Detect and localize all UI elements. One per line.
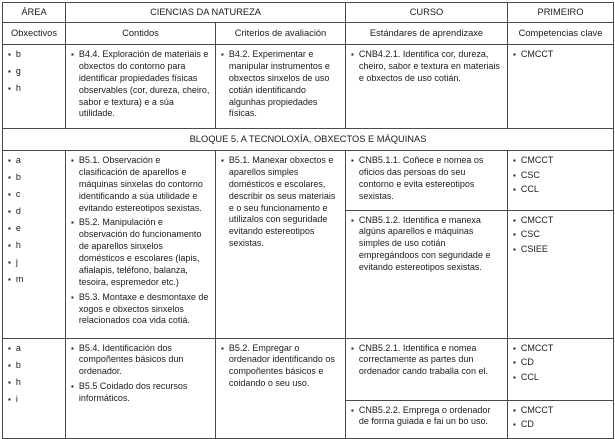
contents-cell [66, 151, 216, 339]
list-item-text: e [15, 223, 21, 233]
list-item-text: B5.2. Empregar o ordenador identificando os compoñentes básicos e coidando o seu uso. [228, 342, 335, 389]
bullet-icon: ▪ [8, 67, 11, 76]
list-item-text: h [15, 240, 21, 250]
header-course: CURSO [346, 3, 508, 23]
list-item [513, 419, 608, 431]
list-item [513, 244, 608, 256]
objectives-cell [3, 45, 66, 129]
list-item [221, 155, 340, 250]
list-item [513, 372, 608, 384]
list-item [71, 292, 210, 328]
list-item [8, 155, 60, 167]
criteria-cell [216, 338, 346, 438]
header-contents: Contidos [66, 23, 216, 45]
bullet-icon: ▪ [71, 343, 74, 353]
list-item [513, 405, 608, 417]
bullet-icon: ▪ [8, 343, 11, 353]
bullet-icon: ▪ [221, 50, 224, 59]
list-item-text: CCL [520, 371, 539, 382]
list-item [8, 360, 60, 372]
contents-cell [66, 338, 216, 438]
header-area: ÁREA [3, 3, 66, 23]
standard-text: CNB5.2.2. Emprega o ordenador de forma guiada e fai un bo uso. [358, 404, 491, 427]
list-item-text: CMCCT [520, 342, 554, 353]
bullet-icon: ▪ [71, 382, 74, 392]
list-item-text: B5.5 Coidado dos recursos informáticos. [78, 381, 188, 403]
list-item-text: B5.2. Manipulación e observación do funcionamento de aparellos sinxelos domésticos e escolares (lapis, afialapis, teléfono, balanza, tesoira, espremedor etc.) [78, 217, 202, 287]
list-item-text: b [15, 172, 21, 182]
list-item [71, 381, 210, 405]
bullet-icon: ▪ [8, 224, 11, 233]
bullet-icon: ▪ [351, 405, 354, 415]
list-item-text: B4.2. Experimentar e manipular instrumentos e obxectos sinxelos de uso cotián identificando algunhas propiedades físicas. [228, 49, 330, 119]
bullet-icon: ▪ [8, 275, 11, 284]
section-row [3, 338, 614, 400]
list-item-text: a [15, 342, 21, 353]
bullet-icon: ▪ [513, 420, 516, 429]
block-row [3, 129, 614, 151]
competences-cell [508, 151, 614, 211]
bullet-icon: ▪ [8, 156, 11, 165]
list-item [71, 343, 210, 379]
bullet-icon: ▪ [71, 218, 74, 228]
standards-cell [346, 400, 508, 438]
header-subject: CIENCIAS DA NATUREZA [66, 3, 346, 23]
list-item-text: B5.1. Manexar obxectos e aparellos simples domésticos e escolares, describir os seus materiais e o seu funcionamento e utilizalos con seguridade evitando estereotipos sexistas. [228, 155, 336, 249]
list-item [8, 377, 60, 389]
bullet-icon: ▪ [513, 230, 516, 239]
curriculum-table [2, 2, 614, 439]
list-item [71, 155, 210, 214]
list-item [8, 206, 60, 218]
list-item-text: g [15, 66, 21, 76]
bullet-icon: ▪ [351, 215, 354, 225]
list-item [513, 170, 608, 182]
list-item-text: CMCCT [520, 214, 554, 225]
list-item [513, 229, 608, 241]
list-item [513, 215, 608, 227]
competences-cell [508, 45, 614, 129]
objectives-cell [3, 338, 66, 438]
list-item-text: c [15, 189, 21, 199]
bullet-icon: ▪ [513, 156, 516, 165]
objectives-cell [3, 151, 66, 339]
standard-text: CNB4.2.1. Identifica cor, dureza, cheiro, sabor e textura en materiais e obxectos de uso cotián. [358, 49, 500, 83]
list-item-text: B5.1. Observación e clasificación de aparellos e máquinas sinxelas do contorno identificando a súa utilidade e evitando estereotipos sexistas. [78, 155, 203, 213]
bullet-icon: ▪ [71, 50, 74, 59]
list-item-text: b [15, 359, 21, 370]
bullet-icon: ▪ [221, 156, 224, 165]
list-item [351, 405, 502, 429]
list-item-text: d [15, 206, 21, 216]
competences-cell [508, 400, 614, 438]
list-item [513, 49, 608, 61]
list-item [221, 343, 340, 391]
list-item [513, 184, 608, 196]
list-item [8, 66, 60, 78]
list-item [351, 215, 502, 274]
list-item-text: i [15, 393, 18, 404]
bullet-icon: ▪ [513, 358, 516, 367]
list-item [8, 172, 60, 184]
list-item [8, 223, 60, 235]
list-item-text: CCL [520, 184, 539, 194]
list-item [351, 155, 502, 203]
list-item-text: B5.4. Identificación dos compoñentes básicos dun ordenador. [78, 342, 184, 377]
bullet-icon: ▪ [8, 50, 11, 59]
list-item-text: CD [520, 419, 534, 429]
bullet-icon: ▪ [351, 343, 354, 353]
list-item [8, 394, 60, 406]
bullet-icon: ▪ [8, 377, 11, 387]
list-item-text: CMCCT [520, 155, 554, 165]
bullet-icon: ▪ [513, 215, 516, 225]
standards-cell [346, 151, 508, 211]
list-item-text: CD [520, 357, 534, 367]
list-item [8, 240, 60, 252]
list-item [513, 357, 608, 369]
bullet-icon: ▪ [8, 84, 11, 93]
header-objectives: Obxectivos [3, 23, 66, 45]
bullet-icon: ▪ [8, 394, 11, 404]
header-competences: Competencias clave [508, 23, 614, 45]
bullet-icon: ▪ [513, 372, 516, 382]
standard-text: CNB5.1.1. Coñece e nomea os oficios das persoas do seu contorno e evita estereotipos sexistas. [358, 155, 484, 201]
list-item-text: h [15, 83, 21, 93]
header-standards: Estándares de aprendizaxe [346, 23, 508, 45]
standard-text: CNB5.1.2. Identifica e manexa algúns aparellos e máquinas simples de uso cotián empregándoos con seguridade e evitando estereotipos sexistas. [358, 214, 491, 272]
bullet-icon: ▪ [513, 50, 516, 59]
contents-cell [66, 45, 216, 129]
list-item-text: a [15, 155, 21, 165]
standard-text: CNB5.2.1. Identifica e nomea correctamente as partes dun ordenador cando traballa con el. [358, 342, 488, 377]
bullet-icon: ▪ [8, 190, 11, 199]
list-item-text: m [15, 274, 24, 284]
competences-cell [508, 338, 614, 400]
list-item [513, 343, 608, 355]
bullet-icon: ▪ [71, 156, 74, 165]
bullet-icon: ▪ [513, 244, 516, 254]
list-item [351, 343, 502, 379]
list-item-text: CMCCT [520, 404, 554, 415]
list-item [71, 217, 210, 288]
bullet-icon: ▪ [513, 343, 516, 353]
header-criteria: Criterios de avaliación [216, 23, 346, 45]
bullet-icon: ▪ [351, 156, 354, 165]
bullet-icon: ▪ [513, 405, 516, 415]
criteria-cell [216, 151, 346, 339]
list-item [351, 49, 502, 85]
bullet-icon: ▪ [8, 241, 11, 250]
list-item [8, 189, 60, 201]
list-item [221, 49, 340, 120]
bullet-icon: ▪ [513, 170, 516, 180]
list-item-text: CSC [520, 229, 540, 239]
list-item-text: CSC [520, 169, 540, 180]
competences-cell [508, 210, 614, 338]
bullet-icon: ▪ [8, 360, 11, 370]
list-item-text: CMCCT [520, 49, 554, 59]
list-item-text: CSIEE [520, 243, 548, 254]
standards-cell [346, 210, 508, 338]
header-row-top [3, 3, 614, 23]
bullet-icon: ▪ [513, 185, 516, 194]
standards-cell [346, 338, 508, 400]
list-item [8, 257, 60, 269]
list-item [8, 83, 60, 95]
list-item [71, 49, 210, 120]
list-item [513, 155, 608, 167]
header-row-sub [3, 23, 614, 45]
list-item [8, 49, 60, 61]
bullet-icon: ▪ [8, 207, 11, 216]
bullet-icon: ▪ [8, 173, 11, 182]
bullet-icon: ▪ [351, 50, 354, 59]
criteria-cell [216, 45, 346, 129]
header-level: PRIMEIRO [508, 3, 614, 23]
list-item-text: B5.3. Montaxe e desmontaxe de xogos e obxectos sinxelos relacionados coa vida cotiá. [78, 291, 209, 326]
bullet-icon: ▪ [71, 292, 74, 302]
list-item-text: B4.4. Exploración de materiais e obxectos do contorno para identificar propiedades físicas observables (cor, dureza, cheiro, sabor e textura) e a súa utilidade. [78, 49, 210, 119]
list-item [8, 274, 60, 286]
list-item [8, 343, 60, 355]
standards-cell [346, 45, 508, 129]
bullet-icon: ▪ [8, 258, 11, 267]
section-row [3, 151, 614, 211]
bullet-icon: ▪ [221, 343, 224, 353]
list-item-text: b [15, 49, 21, 59]
block-title: BLOQUE 5. A TECNOLOXÍA, OBXECTOS E MÁQUINAS [3, 129, 614, 151]
list-item-text: h [15, 376, 21, 387]
section-row [3, 45, 614, 129]
list-item-text: j [15, 257, 18, 267]
